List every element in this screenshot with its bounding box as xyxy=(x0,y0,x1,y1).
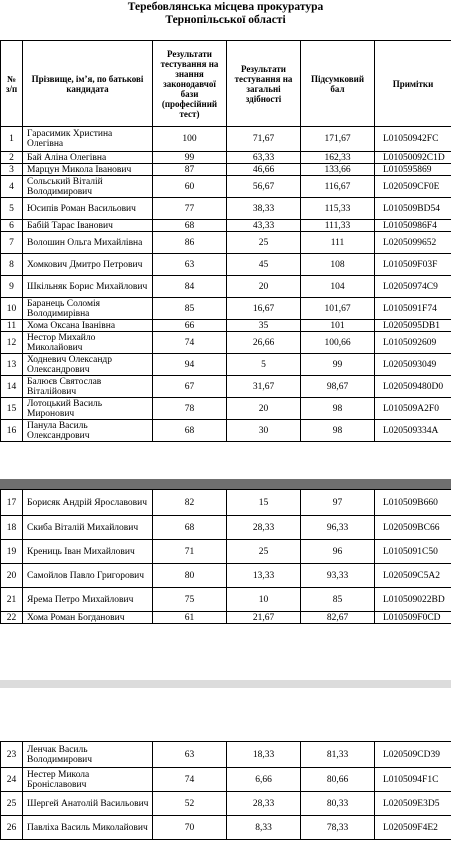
table-row xyxy=(1,816,451,840)
general-test-score: 16,67 xyxy=(227,298,301,320)
note-code: L01050092C1D xyxy=(375,152,451,164)
general-test-score: 21,67 xyxy=(227,612,301,624)
law-test-score: 86 xyxy=(153,232,227,254)
table-row xyxy=(1,254,451,276)
table-row xyxy=(1,220,451,232)
row-number: 4 xyxy=(1,176,23,198)
general-test-score: 31,67 xyxy=(227,376,301,398)
table-row xyxy=(1,516,451,540)
note-code: L0105091F74 xyxy=(375,298,451,320)
candidate-name: Нестер Микола Броніславович xyxy=(23,768,153,792)
row-number: 23 xyxy=(1,742,23,768)
row-number: 7 xyxy=(1,232,23,254)
row-number: 13 xyxy=(1,354,23,376)
header-general-test: Результати тестування на загальні здібності xyxy=(227,41,301,127)
row-number: 8 xyxy=(1,254,23,276)
table-row xyxy=(1,298,451,320)
row-number: 5 xyxy=(1,198,23,220)
note-code: L020509CD39 xyxy=(375,742,451,768)
row-number: 3 xyxy=(1,164,23,176)
note-code: L0105091C50 xyxy=(375,540,451,564)
law-test-score: 61 xyxy=(153,612,227,624)
law-test-score: 99 xyxy=(153,152,227,164)
candidate-name: Шергей Анатолій Васильович xyxy=(23,792,153,816)
law-test-score: 84 xyxy=(153,276,227,298)
candidate-name: Панула Василь Олександрович xyxy=(23,420,153,442)
general-test-score: 63,33 xyxy=(227,152,301,164)
note-code: L010509B660 xyxy=(375,490,451,516)
table-row xyxy=(1,176,451,198)
candidate-name: Лотоцький Василь Миронович xyxy=(23,398,153,420)
general-test-score: 8,33 xyxy=(227,816,301,840)
row-number: 9 xyxy=(1,276,23,298)
table-row xyxy=(1,588,451,612)
note-code: L010509022BD xyxy=(375,588,451,612)
note-code: L020509F4E2 xyxy=(375,816,451,840)
candidate-name: Бабій Тарас Іванович xyxy=(23,220,153,232)
candidate-name: Хомкович Дмитро Петрович xyxy=(23,254,153,276)
general-test-score: 20 xyxy=(227,398,301,420)
row-number: 15 xyxy=(1,398,23,420)
total-score: 108 xyxy=(301,254,375,276)
candidate-name: Шкільняк Борис Михайлович xyxy=(23,276,153,298)
header-total: Підсумковий бал xyxy=(301,41,375,127)
general-test-score: 43,33 xyxy=(227,220,301,232)
note-code: L020509BC66 xyxy=(375,516,451,540)
general-test-score: 28,33 xyxy=(227,792,301,816)
law-test-score: 63 xyxy=(153,742,227,768)
document-title-line1: Теребовлянська місцева прокуратура xyxy=(127,1,324,13)
total-score: 93,33 xyxy=(301,564,375,588)
law-test-score: 100 xyxy=(153,127,227,152)
total-score: 98 xyxy=(301,420,375,442)
total-score: 162,33 xyxy=(301,152,375,164)
note-code: L01050986F4 xyxy=(375,220,451,232)
law-test-score: 68 xyxy=(153,420,227,442)
total-score: 116,67 xyxy=(301,176,375,198)
row-number: 25 xyxy=(1,792,23,816)
general-test-score: 56,67 xyxy=(227,176,301,198)
candidate-name: Хома Роман Богданович xyxy=(23,612,153,624)
row-number: 14 xyxy=(1,376,23,398)
table-row xyxy=(1,612,451,624)
note-code: L01050942FC xyxy=(375,127,451,152)
total-score: 80,66 xyxy=(301,768,375,792)
note-code: L010509BD54 xyxy=(375,198,451,220)
total-score: 100,66 xyxy=(301,332,375,354)
total-score: 81,33 xyxy=(301,742,375,768)
law-test-score: 68 xyxy=(153,220,227,232)
general-test-score: 71,67 xyxy=(227,127,301,152)
law-test-score: 82 xyxy=(153,490,227,516)
table-row xyxy=(1,768,451,792)
row-number: 17 xyxy=(1,490,23,516)
page-break xyxy=(0,680,451,688)
results-table-part2 xyxy=(0,489,451,624)
total-score: 133,66 xyxy=(301,164,375,176)
note-code: L010509F03F xyxy=(375,254,451,276)
total-score: 97 xyxy=(301,490,375,516)
law-test-score: 85 xyxy=(153,298,227,320)
general-test-score: 15 xyxy=(227,490,301,516)
table-row xyxy=(1,564,451,588)
general-test-score: 38,33 xyxy=(227,198,301,220)
general-test-score: 18,33 xyxy=(227,742,301,768)
candidate-name: Балюєв Святослав Віталійович xyxy=(23,376,153,398)
candidate-name: Бай Аліна Олегівна xyxy=(23,152,153,164)
header-notes: Примітки xyxy=(375,41,451,127)
candidate-name: Сольський Віталій Володимирович xyxy=(23,176,153,198)
note-code: L020509480D0 xyxy=(375,376,451,398)
candidate-name: Борисяк Андрій Ярославович xyxy=(23,490,153,516)
total-score: 85 xyxy=(301,588,375,612)
table-row xyxy=(1,127,451,152)
header-law-test: Результати тестування на знання законодавчої бази (професійний тест) xyxy=(153,41,227,127)
total-score: 78,33 xyxy=(301,816,375,840)
note-code: L020509E3D5 xyxy=(375,792,451,816)
total-score: 99 xyxy=(301,354,375,376)
candidate-name: Ленчак Василь Володимирович xyxy=(23,742,153,768)
table-row xyxy=(1,332,451,354)
total-score: 82,67 xyxy=(301,612,375,624)
note-code: L020509334A xyxy=(375,420,451,442)
candidate-name: Юсипів Роман Васильович xyxy=(23,198,153,220)
general-test-score: 26,66 xyxy=(227,332,301,354)
table-row xyxy=(1,198,451,220)
row-number: 24 xyxy=(1,768,23,792)
total-score: 111 xyxy=(301,232,375,254)
law-test-score: 94 xyxy=(153,354,227,376)
results-table-part1 xyxy=(0,40,451,442)
total-score: 80,33 xyxy=(301,792,375,816)
document-title-line2: Тернопільської області xyxy=(165,14,286,26)
table-header-row xyxy=(1,41,451,127)
candidate-name: Крениць Іван Михайлович xyxy=(23,540,153,564)
general-test-score: 13,33 xyxy=(227,564,301,588)
law-test-score: 66 xyxy=(153,320,227,332)
total-score: 171,67 xyxy=(301,127,375,152)
law-test-score: 74 xyxy=(153,768,227,792)
header-name: Прізвище, ім’я, по батькові кандидата xyxy=(23,41,153,127)
row-number: 12 xyxy=(1,332,23,354)
row-number: 11 xyxy=(1,320,23,332)
row-number: 6 xyxy=(1,220,23,232)
table-row xyxy=(1,792,451,816)
row-number: 19 xyxy=(1,540,23,564)
table-row xyxy=(1,232,451,254)
candidate-name: Ходневич Олександр Олександрович xyxy=(23,354,153,376)
general-test-score: 46,66 xyxy=(227,164,301,176)
gray-separator-bar xyxy=(0,479,451,489)
table-row xyxy=(1,490,451,516)
header-num: № з/п xyxy=(1,41,23,127)
row-number: 1 xyxy=(1,127,23,152)
row-number: 20 xyxy=(1,564,23,588)
note-code: L0205095DB1 xyxy=(375,320,451,332)
table-row xyxy=(1,540,451,564)
law-test-score: 78 xyxy=(153,398,227,420)
table-row xyxy=(1,276,451,298)
general-test-score: 45 xyxy=(227,254,301,276)
law-test-score: 74 xyxy=(153,332,227,354)
row-number: 21 xyxy=(1,588,23,612)
general-test-score: 28,33 xyxy=(227,516,301,540)
general-test-score: 35 xyxy=(227,320,301,332)
total-score: 96,33 xyxy=(301,516,375,540)
candidate-name: Хома Оксана Іванівна xyxy=(23,320,153,332)
note-code: L010509A2F0 xyxy=(375,398,451,420)
table-row xyxy=(1,398,451,420)
note-code: L010595869 xyxy=(375,164,451,176)
total-score: 96 xyxy=(301,540,375,564)
candidate-name: Ярема Петро Михайлович xyxy=(23,588,153,612)
general-test-score: 5 xyxy=(227,354,301,376)
results-table-part3 xyxy=(0,741,451,840)
general-test-score: 25 xyxy=(227,540,301,564)
note-code: L0205093049 xyxy=(375,354,451,376)
total-score: 98 xyxy=(301,398,375,420)
law-test-score: 60 xyxy=(153,176,227,198)
general-test-score: 20 xyxy=(227,276,301,298)
total-score: 115,33 xyxy=(301,198,375,220)
general-test-score: 25 xyxy=(227,232,301,254)
law-test-score: 71 xyxy=(153,540,227,564)
candidate-name: Марцун Микола Іванович xyxy=(23,164,153,176)
general-test-score: 30 xyxy=(227,420,301,442)
row-number: 22 xyxy=(1,612,23,624)
candidate-name: Павліха Василь Миколайович xyxy=(23,816,153,840)
law-test-score: 63 xyxy=(153,254,227,276)
candidate-name: Баранець Соломія Володимирівна xyxy=(23,298,153,320)
table-row xyxy=(1,320,451,332)
general-test-score: 10 xyxy=(227,588,301,612)
table-row xyxy=(1,742,451,768)
candidate-name: Нестор Михайло Миколайович xyxy=(23,332,153,354)
total-score: 104 xyxy=(301,276,375,298)
note-code: L02050974C9 xyxy=(375,276,451,298)
law-test-score: 80 xyxy=(153,564,227,588)
candidate-name: Самойлов Павло Григорович xyxy=(23,564,153,588)
note-code: L020509C5A2 xyxy=(375,564,451,588)
total-score: 111,33 xyxy=(301,220,375,232)
note-code: L020509CF0E xyxy=(375,176,451,198)
row-number: 2 xyxy=(1,152,23,164)
candidate-name: Скиба Віталій Михайлович xyxy=(23,516,153,540)
law-test-score: 75 xyxy=(153,588,227,612)
law-test-score: 77 xyxy=(153,198,227,220)
candidate-name: Гарасимик Христина Олегівна xyxy=(23,127,153,152)
row-number: 18 xyxy=(1,516,23,540)
law-test-score: 68 xyxy=(153,516,227,540)
table-row xyxy=(1,354,451,376)
law-test-score: 52 xyxy=(153,792,227,816)
note-code: L010509F0CD xyxy=(375,612,451,624)
note-code: L0105092609 xyxy=(375,332,451,354)
table-row xyxy=(1,152,451,164)
table-row xyxy=(1,376,451,398)
note-code: L0105094F1C xyxy=(375,768,451,792)
row-number: 16 xyxy=(1,420,23,442)
law-test-score: 70 xyxy=(153,816,227,840)
note-code: L0205099652 xyxy=(375,232,451,254)
candidate-name: Волошин Ольга Михайлівна xyxy=(23,232,153,254)
row-number: 26 xyxy=(1,816,23,840)
law-test-score: 67 xyxy=(153,376,227,398)
total-score: 101 xyxy=(301,320,375,332)
total-score: 98,67 xyxy=(301,376,375,398)
table-row xyxy=(1,164,451,176)
law-test-score: 87 xyxy=(153,164,227,176)
table-row xyxy=(1,420,451,442)
total-score: 101,67 xyxy=(301,298,375,320)
general-test-score: 6,66 xyxy=(227,768,301,792)
row-number: 10 xyxy=(1,298,23,320)
